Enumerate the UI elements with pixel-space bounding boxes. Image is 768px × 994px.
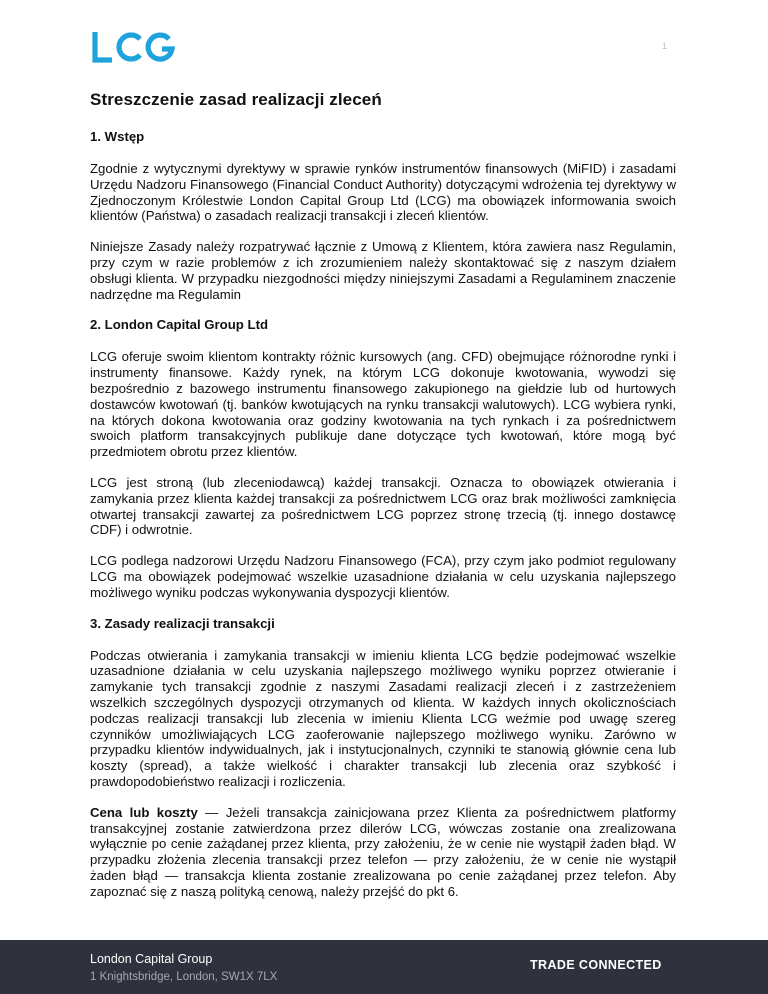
lcg-logo bbox=[92, 31, 176, 63]
section-execution-policy bbox=[90, 616, 676, 900]
footer-company: London Capital Group bbox=[90, 952, 213, 966]
paragraph: LCG oferuje swoim klientom kontrakty różnic kursowych (ang. CFD) obejmujące różnorodne rynki i instrumenty finansowe. Każdy rynek, na którym LCG dokonuje kwotowania, wywodzi się bezpośrednio z bazowego instrumentu finansowego zakupionego na giełdzie lub od hurtowych dostawców kwotowań (tj. banków kwotujących na rynku transakcji walutowych). LCG wybiera rynki, na których dokona kwotowania oraz godziny kwotowania na tych rynkach i za pośrednictwem swoich platform transakcyjnych publikuje dane dotyczące tych kwotowań, które mogą być przedmiotem obrotu przez klientów. bbox=[90, 349, 676, 460]
document-body bbox=[90, 90, 676, 914]
footer-tagline: TRADE CONNECTED bbox=[530, 958, 662, 972]
paragraph: LCG podlega nadzorowi Urzędu Nadzoru Finansowego (FCA), przy czym jako podmiot regulowany LCG ma obowiązek podejmować wszelkie uzasadnione działania w celu uzyskania najlepszego możliwego wyniku podczas wykonywania dyspozycji klientów. bbox=[90, 553, 676, 600]
lcg-logo-icon bbox=[92, 31, 176, 63]
section-heading: 3. Zasady realizacji transakcji bbox=[90, 615, 275, 631]
section-heading: 2. London Capital Group Ltd bbox=[90, 317, 269, 333]
paragraph: Niniejsze Zasady należy rozpatrywać łącznie z Umową z Klientem, która zawiera nasz Regulamin, przy czym w razie problemów z ich zrozumieniem należy skontaktować się z naszym działem obsługi klienta. W przypadku niezgodności między niniejszymi Zasadami a Regulaminem znaczenie nadrzędne ma Regulamin bbox=[90, 239, 676, 302]
paragraph-lead: Cena lub koszty bbox=[90, 804, 198, 820]
section-company bbox=[90, 317, 676, 600]
paragraph: LCG jest stroną (lub zleceniodawcą) każdej transakcji. Oznacza to obowiązek otwierania i zamykania przez klienta każdej transakcji za pośrednictwem LCG oraz brak możliwości zamknięcia otwartej transakcji zawartej za pośrednictwem LCG poprzez stronę trzecią (tj. innego dostawcę CDF) i odwrotnie. bbox=[90, 474, 676, 538]
section-introduction bbox=[90, 129, 676, 302]
footer bbox=[0, 940, 768, 994]
document-title: Streszczenie zasad realizacji zleceń bbox=[90, 90, 382, 109]
paragraph: Podczas otwierania i zamykania transakcji w imieniu klienta LCG będzie podejmować wszelkie uzasadnione działania w celu uzyskania najlepszego możliwego wyniku poprzez otwieranie i zamykanie tych transakcji zgodnie z naszymi Zasadami realizacji zleceń i z zastrzeżeniem wszelkich szczególnych dyspozycji otrzymanych od klienta. W każdych innych okolicznościach podczas realizacji transakcji lub zlecenia w imieniu Klienta LCG weźmie pod uwagę szereg czynników umożliwiających LCG zaoferowanie najlepszego możliwego wyniku. Zarówno w przypadku klientów indywidualnych, jak i instytucjonalnych, czynniki te stanowią głównie cena lub koszty (spread), a także wielkość i charakter transakcji lub zlecenia oraz szybkość i prawdopodobieństwo realizacji i rozliczenia. bbox=[90, 647, 676, 789]
footer-address: 1 Knightsbridge, London, SW1X 7LX bbox=[90, 971, 278, 983]
paragraph-text: — Jeżeli transakcja zainicjowana przez Klienta za pośrednictwem platformy transakcyjnej zostanie zatwierdzona przez dilerów LCG, wówczas zostanie ona zrealizowana wyłącznie po cenie zażądanej przez klienta, przy założeniu, że w cenie nie wystąpił żaden błąd. W przypadku złożenia zlecenia transakcji przez telefon — przy założeniu, że w cenie nie wystąpił żaden błąd — transakcja klienta zostanie zrealizowana po cenie zażądanej przez telefon. Aby zapoznać się z naszą polityką cenową, należy przejść do pkt 6. bbox=[90, 804, 676, 899]
paragraph: Zgodnie z wytycznymi dyrektywy w sprawie rynków instrumentów finansowych (MiFID) i zasadami Urzędu Nadzoru Finansowego (Financial Conduct Authority) dotyczącymi wdrożenia tej dyrektywy w Zjednoczonym Królestwie London Capital Group Ltd (LCG) ma obowiązek informowania swoich klientów (Państwa) o zasadach realizacji transakcji i zleceń klientów. bbox=[90, 161, 676, 224]
page-number: 1 bbox=[662, 41, 668, 51]
paragraph-price-or-costs bbox=[90, 805, 676, 900]
section-heading: 1. Wstęp bbox=[90, 129, 145, 144]
